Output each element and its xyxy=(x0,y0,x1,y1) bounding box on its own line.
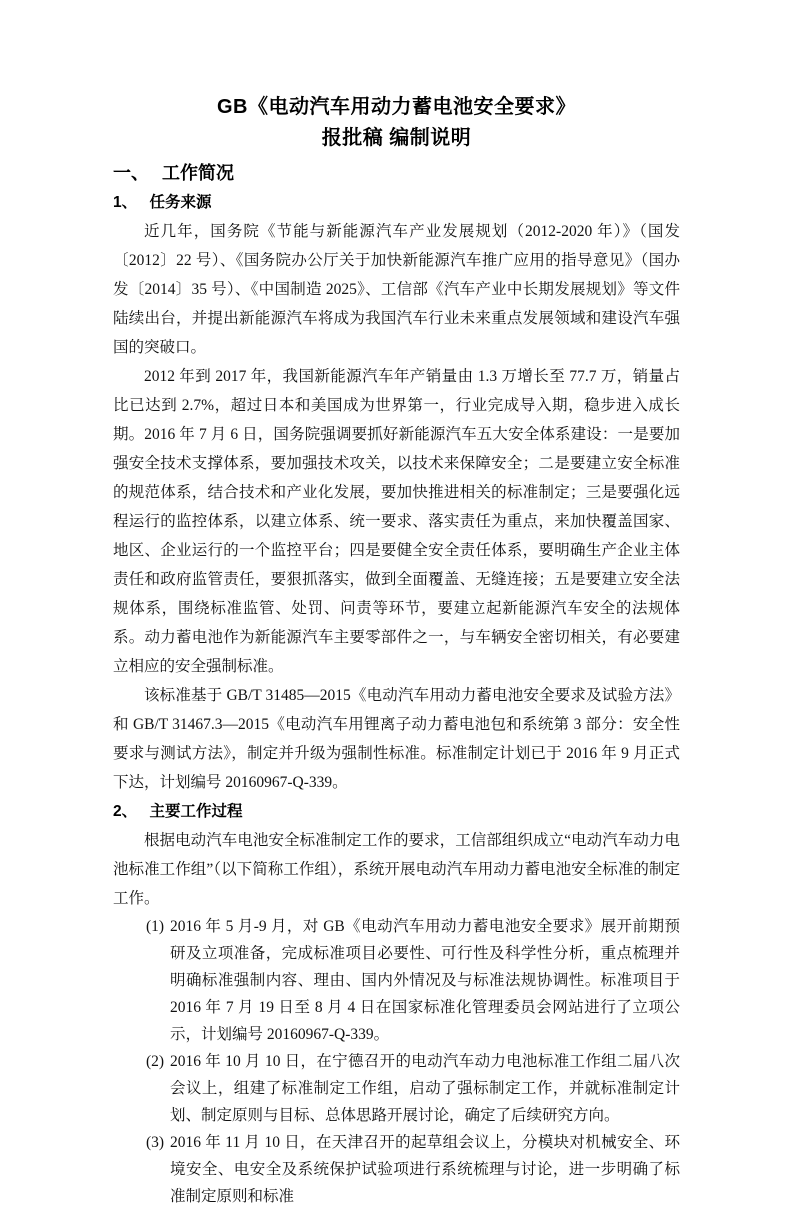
subsection-heading-task-source xyxy=(113,188,680,217)
list-item-marker: (2) xyxy=(146,1053,165,1070)
list-item-marker: (3) xyxy=(146,1134,165,1151)
list-item-text: 2016 年 11 月 10 日，在天津召开的起草组会议上，分模块对机械安全、环境安全、电安全及系统保护试验项进行系统梳理与讨论，进一步明确了标准制定原则和标准 xyxy=(170,1134,680,1205)
document-title: GB《电动汽车用动力蓄电池安全要求》 xyxy=(217,96,576,118)
list-item-text: 2016 年 10 月 10 日，在宁德召开的电动汽车动力电池标准工作组二届八次会议上，组建了标准制定工作组，启动了强标制定工作，并就标准制定计划、制定原则与目标、总体思路开展讨论，确定了后续研究方向。 xyxy=(170,1053,680,1124)
section-title: 工作简况 xyxy=(162,163,235,183)
title-block xyxy=(113,92,680,154)
paragraph-policy-background: 近几年，国务院《节能与新能源汽车产业发展规划（2012-2020 年）》（国发〔2012〕22 号）、《国务院办公厅关于加快新能源汽车推广应用的指导意见》（国办发〔2014〕35 号）、《中国制造 2025》、工信部《汽车产业中长期发展规划》等文件陆续出台，并提出新能源汽车将成为我国汽车行业未来重点发展领域和建设汽车强国的突破口。 xyxy=(113,223,680,356)
list-item-text: 2016 年 5 月-9 月，对 GB《电动汽车用动力蓄电池安全要求》展开前期预研及立项准备，完成标准项目必要性、可行性及科学性分析，重点梳理并明确标准强制内容、理由、国内外情况及与标准法规协调性。标准项目于 2016 年 7 月 19 日至 8 月 4 日在国家标准化管理委员会网站进行了立项公示，计划编号 20160967-Q-339。 xyxy=(170,918,680,1043)
subsection-number: 2、 xyxy=(113,803,138,820)
list-item-marker: (1) xyxy=(146,918,165,935)
subsection-title: 任务来源 xyxy=(149,194,212,211)
section-heading-work-overview xyxy=(113,158,680,188)
section-number: 一、 xyxy=(113,163,149,183)
list-item xyxy=(113,1129,680,1210)
document-subtitle: 报批稿 编制说明 xyxy=(321,127,472,149)
list-item xyxy=(113,913,680,1048)
subsection-heading-work-process xyxy=(113,797,680,826)
subsection-title: 主要工作过程 xyxy=(149,803,243,820)
list-item xyxy=(113,1048,680,1129)
work-process-list xyxy=(113,913,680,1210)
paragraph-workgroup-intro: 根据电动汽车电池安全标准制定工作的要求，工信部组织成立“电动汽车动力电池标准工作组”（以下简称工作组），系统开展电动汽车用动力蓄电池安全标准的制定工作。 xyxy=(113,832,680,907)
paragraph-standard-basis: 该标准基于 GB/T 31485—2015《电动汽车用动力蓄电池安全要求及试验方法》和 GB/T 31467.3—2015《电动汽车用锂离子动力蓄电池包和系统第 3 部分：安全性要求与测试方法》，制定并升级为强制性标准。标准制定计划已于 2016 年 9 月正式下达，计划编号 20160967-Q-339。 xyxy=(113,687,680,791)
subsection-number: 1、 xyxy=(113,194,138,211)
paragraph-industry-growth-safety-systems: 2012 年到 2017 年，我国新能源汽车年产销量由 1.3 万增长至 77.7 万，销量占比已达到 2.7%，超过日本和美国成为世界第一，行业完成导入期，稳步进入成长期。2016 年 7 月 6 日，国务院强调要抓好新能源汽车五大安全体系建设：一是要加强安全技术支撑体系，要加强技术攻关，以技术来保障安全；二是要建立安全标准的规范体系，结合技术和产业化发展，要加快推进相关的标准制定；三是要强化远程运行的监控体系，以建立体系、统一要求、落实责任为重点，来加快覆盖国家、地区、企业运行的一个监控平台；四是要健全安全责任体系，要明确生产企业主体责任和政府监管责任，要狠抓落实，做到全面覆盖、无缝连接；五是要建立安全法规体系，围绕标准监管、处罚、问责等环节，要建立起新能源汽车安全的法规体系。动力蓄电池作为新能源汽车主要零部件之一，与车辆安全密切相关，有必要建立相应的安全强制标准。 xyxy=(113,368,680,675)
